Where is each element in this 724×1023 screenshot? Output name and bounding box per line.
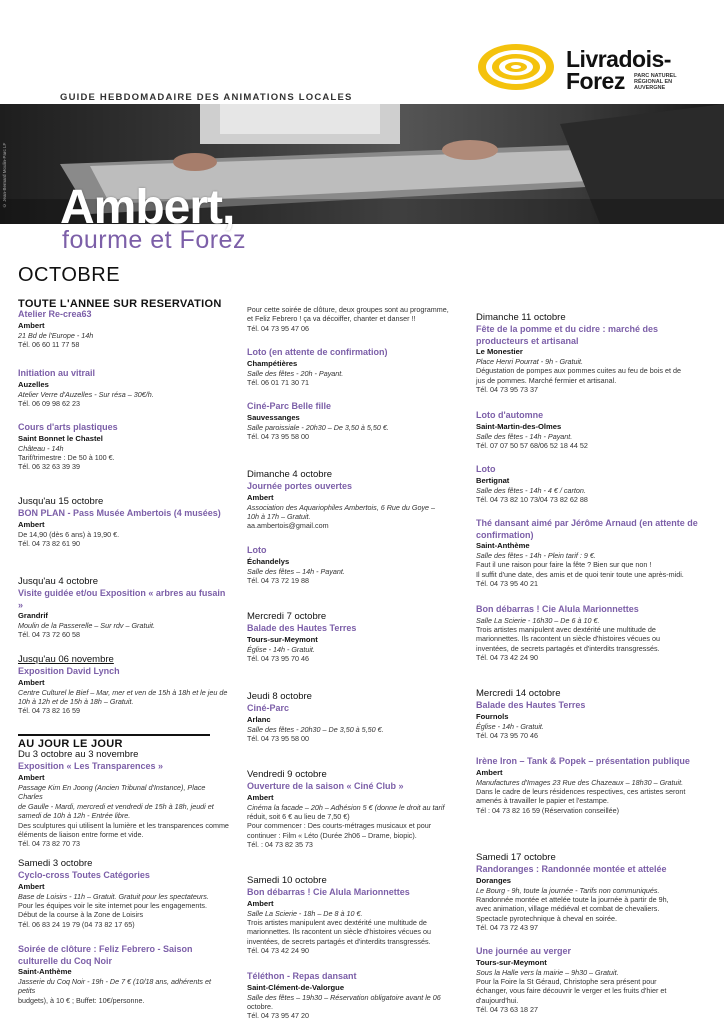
event-detail: De 14,90 (dès 6 ans) à 19,90 €. (18, 529, 120, 539)
event-detail: Jasserie du Coq Noir - 19h - De 7 € (10/18 ans, adhérents et petits (18, 977, 211, 996)
event-phone: Tél. 06 09 98 62 23 (18, 398, 80, 408)
event-date: Mercredi 14 octobre (476, 688, 561, 699)
event-detail: Salle des fêtes - 20h - Payant. (247, 368, 344, 378)
event-phone: Tél. 04 73 82 10 73/04 73 82 62 88 (476, 494, 588, 504)
event-place: Sauvessanges (247, 412, 300, 422)
event-detail: Salle des fêtes – 14h - Payant. (247, 566, 345, 576)
section-divider (18, 734, 210, 736)
event-phone: Tél. 04 73 82 61 90 (18, 538, 80, 548)
event-place: Ambert (476, 767, 503, 777)
event-detail: Le Bourg - 9h, toute la journée - Tarifs non communiqués. (476, 885, 660, 895)
event-detail: 10h à 12h et de 15h à 18h – Gratuit. (18, 696, 134, 706)
event-bon-debarras (476, 604, 698, 663)
event-detail: d'aujourd'hui. (476, 995, 519, 1005)
event-detail: Pour commencer : Des courts-métrages musicaux et pour (247, 821, 432, 831)
event-vitrail (18, 368, 230, 408)
event-title: Randoranges : Randonnée montée et attelée (476, 864, 667, 874)
event-phone: Tél. 04 73 72 60 58 (18, 630, 80, 640)
event-title: Visite guidée et/ou Exposition « arbres au fusain » (18, 588, 226, 610)
event-detail: continuer : Film « Léto (Durée 2h06 – Drame, biopic). (247, 830, 417, 840)
event-title: Loto d'automne (476, 410, 544, 420)
event-cine-belle-fille (247, 401, 457, 441)
event-detail: 21 Bd de l'Europe - 14h (18, 330, 94, 340)
event-fete-pomme (476, 312, 698, 395)
event-detail: Cinéma la facade – 20h – Adhésion 5 € (donne le droit au tarif (247, 802, 445, 812)
event-title: BON PLAN - Pass Musée Ambertois (4 musées) (18, 508, 221, 518)
event-the-dansant (476, 518, 698, 589)
event-phone: Tél. 04 73 82 16 59 (18, 706, 80, 716)
event-bon-debarras-ambert (247, 875, 457, 956)
event-date: Jeudi 8 octobre (247, 691, 312, 702)
event-place: Champétières (247, 358, 298, 368)
event-title: Téléthon - Repas dansant (247, 971, 357, 981)
event-place: Saint-Anthème (476, 541, 530, 550)
event-phone: Tél. 04 73 95 70 46 (247, 653, 309, 663)
event-detail: Dans le cadre de leurs résidences respectives, ces artistes seront (476, 786, 686, 796)
event-place: Tours-sur-Meymont (476, 957, 547, 967)
event-pass-musee (18, 496, 230, 548)
event-place: Ambert (247, 792, 274, 802)
event-detail: Salle des fêtes - 20h30 – De 3,50 à 5,50 €. (247, 724, 384, 734)
month-heading: OCTOBRE (18, 264, 121, 286)
event-detail: Association des Aquariophiles Ambertois, 6 Rue du Goye – (247, 502, 436, 512)
event-detail: de Gaulle - Mardi, mercredi et vendredi de 15h à 18h, jeudi et (18, 801, 214, 811)
event-date: Du 3 octobre au 3 novembre (18, 749, 139, 761)
event-place: Fournols (476, 711, 509, 721)
event-detail: Église - 14h - Gratuit. (247, 644, 315, 654)
event-detail: Place Henri Pourrat - 9h - Gratuit. (476, 357, 584, 366)
event-loto-bertignat (476, 464, 698, 504)
event-phone: Tél. 07 07 50 57 68/06 52 18 44 52 (476, 440, 588, 450)
event-detail: 10h à 17h – Gratuit. (247, 511, 311, 521)
event-place: Auzelles (18, 379, 49, 389)
event-transparences (18, 740, 230, 849)
event-phone: Tél. 04 73 95 73 37 (476, 385, 538, 395)
event-balade-fournols (476, 688, 698, 740)
event-place: Tours-sur-Meymont (247, 634, 318, 644)
event-phone: Tél. 04 73 72 43 97 (476, 923, 538, 933)
event-detail: octobre. (247, 1001, 273, 1011)
event-place: Ambert (18, 320, 45, 330)
event-detail: jus de pommes. Marché fermier et artisanal. (476, 375, 617, 385)
event-place: Arlanc (247, 714, 271, 724)
event-phone: Tél. 04 73 95 40 21 (476, 579, 538, 589)
event-title: Ciné-Parc (247, 703, 290, 713)
event-place: Saint-Clément-de-Valorgue (247, 982, 345, 992)
event-phone: Tél. 04 73 95 70 46 (476, 730, 538, 740)
event-detail: inventées, de secrets partagés et d'interdits transgressés. (476, 643, 660, 653)
event-phone: Tél. : 04 73 82 35 73 (247, 840, 313, 850)
event-title: Loto (476, 464, 496, 474)
event-detail: amenés à travailler le papier et l'estampe. (476, 796, 609, 806)
event-irene-iron (476, 756, 698, 815)
event-phone: Tél. 04 73 95 58 00 (247, 431, 309, 441)
event-detail: avec animation, village médiéval et combat de chevaliers. (476, 904, 660, 914)
event-title: Journée portes ouvertes (247, 481, 353, 491)
event-phone: Tél : 04 73 82 16 59 (Réservation conseillée) (476, 805, 620, 815)
event-place: Saint-Anthème (18, 967, 72, 976)
event-loto-echandelys (247, 545, 457, 585)
event-phone: Tél. 04 73 82 70 73 (18, 839, 80, 849)
event-detail: inventées, de secrets partagés et d'interdits transgressés. (247, 936, 431, 946)
event-detail: Pour la Foire la St Géraud, Christophe sera présent pour (476, 976, 657, 986)
event-detail: budgets), à 10 € ; Buffet: 10€/personne. (18, 995, 145, 1005)
event-phone: Tél. 04 73 63 18 27 (476, 1005, 538, 1015)
event-phone: Tél. 04 73 42 24 90 (247, 946, 309, 956)
event-detail: Faut il une raison pour faire la fête ? Bien sur que non ! (476, 560, 652, 570)
event-title: Balade des Hautes Terres (476, 700, 586, 710)
event-cine-arlanc (247, 691, 457, 743)
event-place: Doranges (476, 875, 512, 885)
event-place: Ambert (18, 881, 45, 891)
event-title: Une journée au verger (476, 946, 572, 956)
event-phone: Tél. 04 73 42 24 90 (476, 653, 538, 663)
event-title: Ouverture de la saison « Ciné Club » (247, 781, 404, 791)
event-date: Samedi 3 octobre (18, 858, 93, 869)
event-phone: Tél. 04 73 95 47 20 (247, 1011, 309, 1021)
event-detail: échanger, vous faire découvrir le verger et les fruits d'hier et (476, 986, 667, 996)
event-title: Soirée de clôture : Feliz Febrero - Saison culturelle du Coq Noir (18, 944, 193, 966)
event-detail: Dégustation de pompes aux pommes cuites au feu de bois et de (476, 366, 681, 376)
event-title: Atelier Re-crea63 (18, 309, 92, 320)
event-loto-champetieres (247, 347, 457, 387)
section-heading: TOUTE L'ANNEE SUR RESERVATION (18, 298, 222, 310)
event-date: Jusqu'au 4 octobre (18, 576, 98, 587)
event-title: Loto (en attente de confirmation) (247, 347, 388, 357)
event-place: Grandrif (18, 611, 48, 620)
event-phone: Tél. 06 83 24 19 79 (04 73 82 17 65) (18, 919, 135, 929)
event-title: Irène Iron – Tank & Popek – présentation publique (476, 756, 690, 766)
event-journee-verger (476, 946, 698, 1015)
event-detail: Moulin de la Passerelle – Sur rdv – Gratuit. (18, 621, 156, 630)
event-title: Fête de la pomme et du cidre : marché des producteurs et artisanal (476, 324, 659, 346)
event-detail: Salle paroissiale - 20h30 – De 3,50 à 5,50 €. (247, 422, 389, 432)
event-atelier (18, 300, 230, 350)
event-detail: Tarif/trimestre : De 50 à 100 €. (18, 452, 115, 462)
photo-credit: © Jean-Bernard Moulin-Parc LF (2, 142, 7, 208)
event-detail: Il suffit d'une date, des amis et de quoi tenir toute une après-midi. (476, 569, 684, 579)
event-detail: marionnettes. Ils racontent un siècle d'histoires vécues ou (476, 634, 660, 644)
event-date: Dimanche 4 octobre (247, 469, 333, 480)
event-detail: Salle La Scierie - 16h30 – De 6 à 10 €. (476, 615, 600, 625)
event-place: Saint Bonnet le Chastel (18, 433, 103, 443)
event-detail: Salle des fêtes - 14h - Plein tarif : 9 €. (476, 551, 596, 560)
event-date: Jusqu'au 06 novembre (18, 654, 114, 665)
event-detail: marionnettes. Ils racontent un siècle d'histoires vécues ou (247, 927, 431, 937)
event-detail: Trois artistes manipulent avec dextérité une multitude de (247, 917, 427, 927)
event-title: Bon débarras ! Cie Alula Marionnettes (476, 604, 639, 614)
event-date: Samedi 10 octobre (247, 875, 327, 886)
event-place: Ambert (18, 677, 45, 687)
event-feliz-febrero (18, 944, 230, 1005)
page-title: Ambert, (60, 181, 235, 234)
event-detail: Pour les équipes voir le site internet pour les engagements. (18, 900, 207, 910)
event-detail: Sous la Halle vers la mairie – 9h30 – Gratuit. (476, 967, 619, 977)
event-feliz-febrero-cont (247, 305, 457, 333)
event-lynch (18, 654, 230, 716)
event-place: Saint-Martin-des-Olmes (476, 421, 562, 431)
event-portes-ouvertes (247, 469, 457, 531)
event-phone: Tél. 06 32 63 39 39 (18, 462, 80, 472)
event-detail: Des sculptures qui utilisent la lumière et les transparences comme (18, 820, 229, 830)
event-place: Ambert (18, 519, 45, 529)
event-detail: Salle des fêtes – 19h30 – Réservation obligatoire avant le 06 (247, 992, 441, 1002)
event-telethon (247, 971, 457, 1021)
page-tagline: fourme et Forez (62, 226, 246, 254)
event-date: Mercredi 7 octobre (247, 611, 327, 622)
event-phone: Tél. 06 01 71 30 71 (247, 377, 309, 387)
event-cyclo-cross (18, 858, 230, 929)
event-detail: Salle des fêtes - 14h - Payant. (476, 431, 573, 441)
event-detail: Spectacle pyrotechnique à cheval en soirée. (476, 913, 618, 923)
park-logo-icon (476, 42, 556, 92)
event-title: Exposition David Lynch (18, 666, 120, 676)
event-place: Échandelys (247, 556, 290, 566)
event-detail: Centre Culturel le Bief – Mar, mer et ven de 15h à 18h et le jeu de (18, 687, 228, 697)
event-cine-club (247, 769, 457, 850)
livradois-forez-logo (476, 42, 722, 94)
event-detail: Salle des fêtes - 14h - 4 € / carton. (476, 485, 586, 495)
event-email: aa.ambertois@gmail.com (247, 521, 329, 531)
event-detail: Base de Loisirs - 11h – Gratuit. Gratuit pour les spectateurs. (18, 891, 209, 901)
logo-name-line1: Livradois- (566, 46, 671, 72)
event-detail: Randonnée montée et attelée toute la journée à partir de 9h, (476, 894, 669, 904)
event-balade-tours (247, 611, 457, 663)
event-detail: Pour cette soirée de clôture, deux groupes sont au programme, (247, 305, 449, 314)
event-detail: Manufactures d'Images 23 Rue des Chazeaux – 18h30 – Gratuit. (476, 777, 684, 787)
event-place: Ambert (247, 898, 274, 908)
event-title: Loto (247, 545, 267, 555)
logo-name-line2: Forez (566, 68, 625, 94)
guide-subtitle: GUIDE HEBDOMADAIRE DES ANIMATIONS LOCALES (60, 92, 353, 103)
event-detail: Trois artistes manipulent avec dextérité une multitude de (476, 624, 656, 634)
event-loto-automne (476, 410, 698, 450)
event-title: Balade des Hautes Terres (247, 623, 357, 633)
event-place: Ambert (18, 772, 45, 782)
event-date: Jusqu'au 15 octobre (18, 496, 104, 507)
event-title: Cyclo-cross Toutes Catégories (18, 870, 150, 880)
event-detail: Salle La Scierie - 18h – De 8 à 10 €. (247, 908, 363, 918)
event-date: Dimanche 11 octobre (476, 312, 566, 323)
event-date: Samedi 17 octobre (476, 852, 556, 863)
event-phone: Tél. 04 73 95 58 00 (247, 733, 309, 743)
event-detail: réduit, soit 6 € au lieu de 7,50 €) (247, 811, 350, 821)
event-detail: Atelier Verre d'Auzelles - Sur résa – 30€/h. (18, 389, 154, 399)
event-phone: Tél. 04 73 95 47 06 (247, 323, 309, 333)
event-title: Ciné-Parc Belle fille (247, 401, 332, 411)
event-date: Vendredi 9 octobre (247, 769, 327, 780)
event-detail: Église - 14h - Gratuit. (476, 721, 544, 731)
event-title: Initiation au vitrail (18, 368, 96, 378)
event-phone: Tél. 04 73 72 19 88 (247, 575, 309, 585)
event-arts (18, 422, 230, 472)
event-detail: Passage Kim En Joong (Ancien Tribunal d'Instance), Place Charles (18, 782, 206, 802)
event-title: Cours d'arts plastiques (18, 422, 118, 432)
event-title: Bon débarras ! Cie Alula Marionnettes (247, 887, 410, 897)
event-place: Le Monestier (476, 347, 523, 356)
event-detail: samedi de 10h à 12h - Entrée libre. (18, 811, 131, 821)
event-place: Bertignat (476, 475, 510, 485)
event-title: Thé dansant aimé par Jérôme Arnaud (en attente de confirmation) (476, 518, 698, 540)
event-fusain (18, 576, 230, 640)
event-detail: Château - 14h (18, 443, 64, 453)
event-detail: éléments de liaison entre forme et vide. (18, 829, 144, 839)
section-heading: AU JOUR LE JOUR (18, 738, 123, 750)
event-place: Ambert (247, 492, 274, 502)
event-detail: et Feliz Febrero ! ça va décoiffer, chanter et danser !! (247, 314, 416, 324)
event-detail: Début de la course à la Zone de Loisirs (18, 910, 144, 920)
event-randoranges (476, 852, 698, 933)
event-phone: Tél. 06 60 11 77 58 (18, 340, 80, 350)
logo-subtitle: PARC NATUREL RÉGIONAL EN AUVERGNE (634, 73, 677, 91)
event-title: Exposition « Les Transparences » (18, 761, 164, 772)
